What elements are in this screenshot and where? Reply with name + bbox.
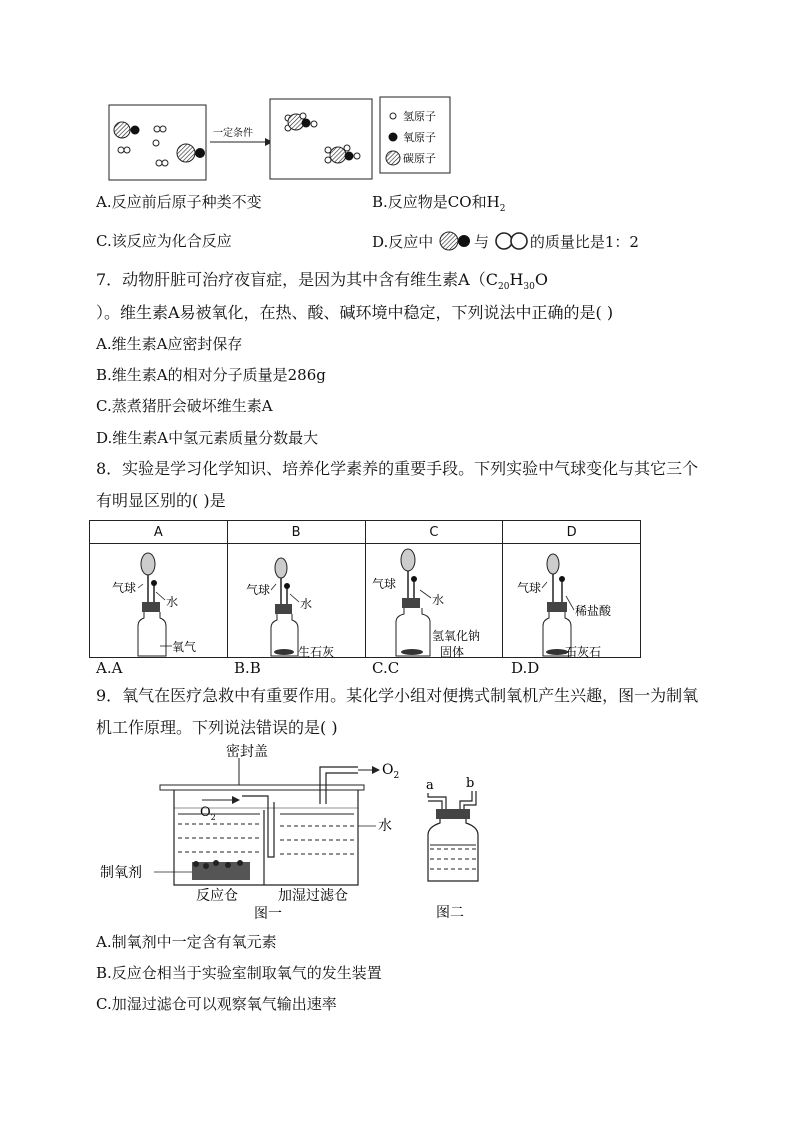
q6-option-b[interactable]: B.反应物是CO和$H_2$	[372, 193, 506, 214]
arrow-label: 一定条件	[213, 128, 253, 139]
q8-stem-line2: 有明显区别的( )是	[96, 491, 226, 510]
q9-option-a[interactable]: A.制氧剂中一定含有氧元素	[96, 933, 277, 951]
chamber-label: 反应仓	[196, 888, 238, 904]
balloon-label: 气球	[245, 583, 270, 597]
q7-option-d[interactable]: D.维生素A中氢元素质量分数最大	[96, 429, 319, 447]
agent-label: 制氧剂	[100, 865, 142, 881]
lid-label: 密封盖	[226, 744, 268, 760]
liquid-label: 水	[299, 597, 312, 611]
q9-stem-line1: 9．氧气在医疗急救中有重要作用。某化学小组对便携式制氧机产生兴趣，图一为制氧	[96, 686, 699, 705]
q8-option-b[interactable]: B.B	[234, 659, 261, 677]
balloon-label: 气球	[112, 581, 137, 595]
q7-option-c[interactable]: C.蒸煮猪肝会破坏维生素A	[96, 397, 273, 415]
q9-option-b[interactable]: B.反应仓相当于实验室制取氧气的发生装置	[96, 964, 382, 982]
solid-label: 氧气	[172, 640, 197, 654]
inner-o2-label: $O_2$	[200, 805, 216, 822]
reaction-figure	[100, 95, 460, 185]
balloon-label: 气球	[517, 581, 542, 595]
q6-option-d[interactable]: D.反应中 与 的质量比是1：2	[372, 233, 639, 251]
q7-stem-line1: 7．动物肝脏可治疗夜盲症，是因为其中含有维生素$A(C_{20}H_{30}O$	[96, 270, 548, 293]
water-label: 水	[378, 818, 392, 834]
table-header: C	[365, 521, 503, 544]
gas-bottle-figure-2	[420, 775, 500, 925]
liquid-label: 水	[431, 593, 444, 607]
liquid-label: 水	[166, 595, 179, 609]
tube-b-label: b	[466, 776, 475, 791]
table-header: B	[227, 521, 365, 544]
apparatus-b-diagram	[228, 544, 365, 657]
q7-option-b[interactable]: B.维生素A的相对分子质量是286g	[96, 366, 326, 384]
q8-apparatus-table	[89, 520, 641, 658]
table-cell-d	[503, 544, 641, 658]
table-header: D	[503, 521, 641, 544]
table-header: A	[90, 521, 228, 544]
table-cell-a	[90, 544, 228, 658]
q6-option-c[interactable]: C.该反应为化合反应	[96, 232, 232, 250]
q8-option-c[interactable]: C.C	[372, 659, 400, 677]
q7-option-a[interactable]: A.维生素A应密封保存	[96, 335, 243, 353]
solid-label-line1: 氢氧化钠	[431, 629, 480, 643]
h2-molecule-icon	[494, 231, 530, 251]
outlet-o2-label: $O_2$	[382, 762, 400, 781]
liquid-label: 稀盐酸	[575, 604, 612, 618]
filter-label: 加湿过滤仓	[278, 888, 348, 904]
apparatus-d-diagram	[503, 544, 640, 657]
q8-stem-line1: 8．实验是学习化学知识、培养化学素养的重要手段。下列实验中气球变化与其它三个	[96, 459, 699, 478]
solid-label-line2: 固体	[439, 645, 464, 657]
q7-stem-line2: ）。维生素A易被氧化，在热、酸、碱环境中稳定，下列说法中正确的是( )	[96, 303, 614, 322]
solid-label: 生石灰	[297, 645, 334, 657]
tube-a-label: a	[426, 778, 434, 793]
co-molecule-icon	[438, 231, 474, 251]
q9-stem-line2: 机工作原理。下列说法错误的是( )	[96, 718, 338, 737]
apparatus-c-diagram	[366, 544, 503, 657]
legend-oxygen: 氧原子	[403, 131, 436, 144]
figure-2-caption: 图二	[436, 905, 464, 921]
q9-option-c[interactable]: C.加湿过滤仓可以观察氧气输出速率	[96, 995, 337, 1013]
apparatus-a-diagram	[90, 544, 227, 657]
legend-carbon: 碳原子	[403, 152, 436, 165]
solid-label: 石灰石	[565, 645, 602, 657]
table-cell-c	[365, 544, 503, 658]
q8-option-a[interactable]: A.A	[96, 659, 123, 677]
q8-option-d[interactable]: D.D	[511, 659, 540, 677]
balloon-label: 气球	[371, 577, 396, 591]
legend-hydrogen: 氢原子	[403, 110, 436, 123]
q6-option-a[interactable]: A.反应前后原子种类不变	[96, 193, 262, 211]
oxygen-generator-figure-1	[96, 740, 416, 925]
figure-1-caption: 图一	[254, 906, 282, 922]
table-cell-b	[227, 544, 365, 658]
